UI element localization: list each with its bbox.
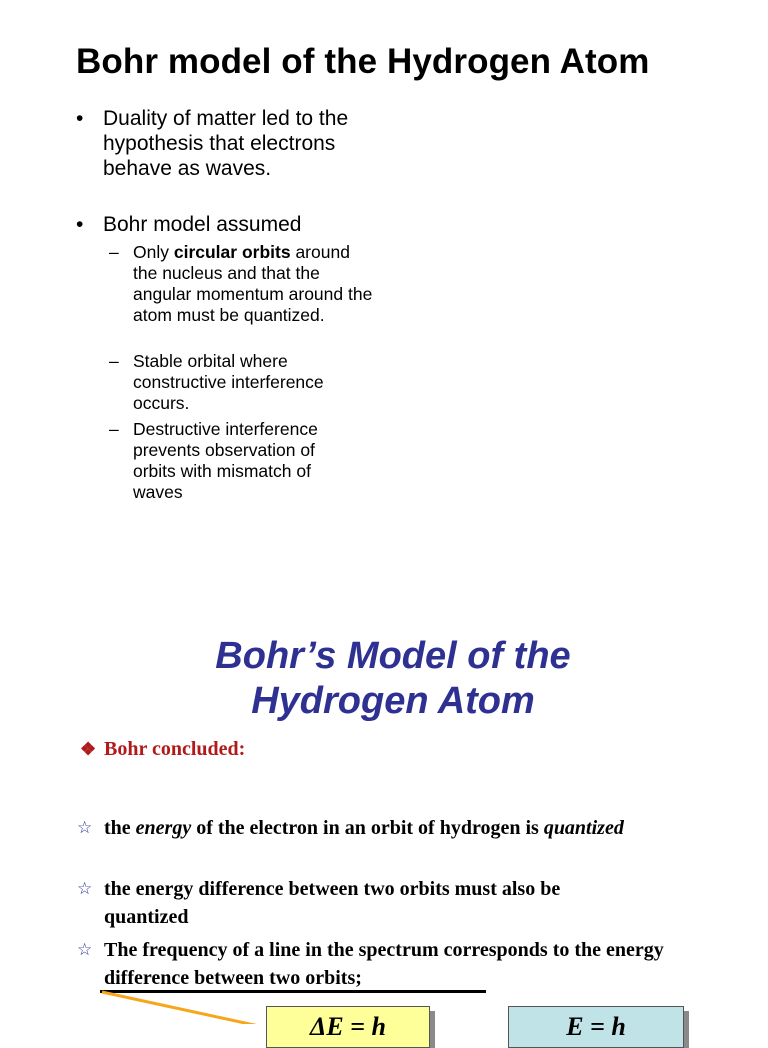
sub-bullet-bold: circular orbits (173, 242, 291, 262)
item-text: the energy difference between two orbits must also be quantized (104, 878, 561, 928)
diamond-bullet-icon: ❖ (80, 739, 97, 759)
item-text: of the electron in an orbit of hydrogen is (191, 817, 544, 839)
sub-bullet-text: around the nucleus and that the angular momentum around the atom must be quantized. (133, 242, 373, 325)
bullet-marker: • (76, 213, 84, 236)
sub-bullet-text: Stable orbital where constructive interference occurs. (133, 351, 324, 413)
bullet-text: Bohr model assumed (103, 213, 302, 236)
slide2-title-line2: Hydrogen Atom (251, 680, 535, 722)
star-bullet-icon: ☆ (77, 940, 93, 960)
delta-e-formula-box (266, 1006, 430, 1048)
sub-bullet-text: Destructive interference prevents observation of orbits with mismatch of waves (133, 419, 318, 502)
dash-marker: – (109, 242, 119, 262)
star-bullet-icon: ☆ (77, 818, 93, 838)
slide1-title: Bohr model of the Hydrogen Atom (76, 42, 650, 81)
e-formula-box (508, 1006, 684, 1048)
star-bullet-icon: ☆ (77, 879, 93, 899)
item-italic: energy (135, 817, 192, 839)
item-text: the (104, 817, 136, 839)
formula-text: ΔE = h (310, 1012, 386, 1041)
concluded-text: Bohr concluded: (104, 738, 246, 760)
formula-text: E = h (566, 1012, 626, 1041)
dash-marker: – (109, 351, 119, 371)
bullet-marker: • (76, 107, 84, 130)
item-text: The frequency of a line in the spectrum corresponds to the energy difference between two orbits; (104, 939, 664, 989)
bullet-text: Duality of matter led to the hypothesis that electrons behave as waves. (103, 107, 349, 180)
sub-bullet-text: Only (133, 242, 174, 262)
dash-marker: – (109, 419, 119, 439)
slide2-title-line1: Bohr’s Model of the (215, 635, 571, 677)
item-italic: quantized (543, 817, 624, 839)
